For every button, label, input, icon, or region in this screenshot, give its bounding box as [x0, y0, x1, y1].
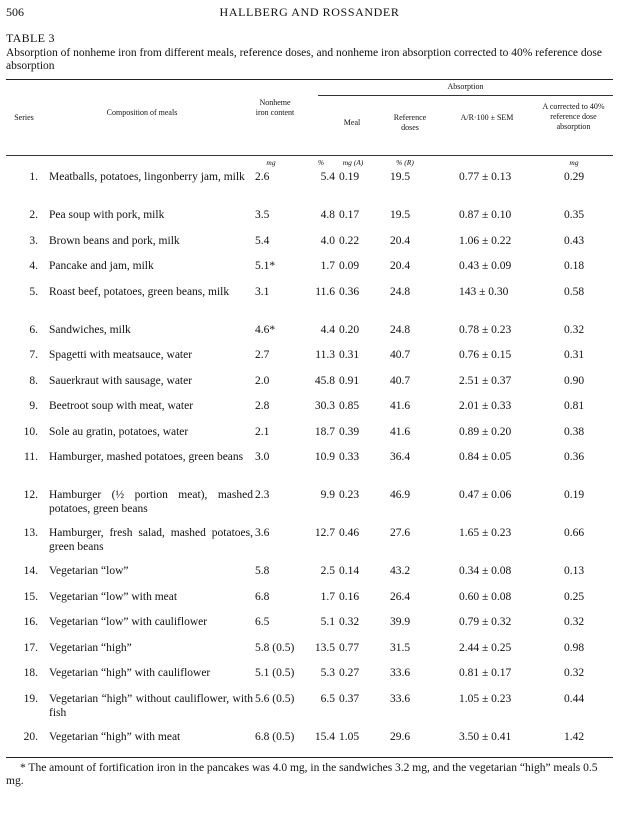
- cell-ref: 41.6: [390, 425, 411, 438]
- table-row: [6, 234, 613, 260]
- table-row: [6, 666, 613, 692]
- bottom-rule: [6, 757, 613, 758]
- absorption-rule: [318, 95, 613, 96]
- cell-meal: 0.23: [339, 489, 360, 501]
- reference-header: Reference doses: [393, 113, 427, 132]
- cell-pct: 1.7: [320, 590, 335, 603]
- cell-pct: 11.6: [315, 285, 335, 298]
- running-head: [6, 0, 613, 22]
- ratio-header: A/R·100 ± SEM: [460, 113, 514, 122]
- unit-meal: mg (A): [342, 158, 364, 167]
- cell-num: 4.: [29, 260, 38, 272]
- table-row: [6, 488, 613, 526]
- cell-sem: 2.51 ± 0.37: [459, 374, 512, 387]
- cell-pct: 2.5: [320, 565, 335, 577]
- cell-num: 11.: [24, 451, 38, 463]
- cell-pct: 6.5: [320, 692, 335, 705]
- cell-cor: 0.18: [564, 260, 585, 272]
- cell-num: 2.: [29, 209, 38, 221]
- cell-cor: 0.36: [564, 451, 585, 463]
- cell-num: 3.: [29, 234, 38, 247]
- cell-meal: 0.19: [339, 171, 360, 183]
- cell-sem: 1.05 ± 0.23: [459, 692, 512, 705]
- corrected-header: A corrected to 40% reference dose absorption: [542, 102, 605, 131]
- cell-cor: 0.19: [564, 489, 585, 501]
- cell-comp: Vegetarian “low”: [49, 565, 129, 577]
- cell-meal: 1.05: [339, 730, 360, 743]
- cell-meal: 0.33: [339, 451, 360, 463]
- cell-pct: 10.9: [314, 451, 335, 463]
- cell-sem: 0.76 ± 0.15: [459, 349, 512, 361]
- cell-num: 12.: [23, 489, 38, 501]
- cell-sem: 0.87 ± 0.10: [459, 209, 512, 221]
- cell-comp: Brown beans and pork, milk: [49, 234, 180, 247]
- cell-iron: 2.3: [255, 489, 270, 501]
- unit-ref: % (R): [396, 158, 414, 167]
- cell-cor: 0.98: [564, 641, 585, 654]
- cell-pct: 15.4: [314, 730, 335, 743]
- cell-comp: Meatballs, potatoes, lingonberry jam, milk: [49, 171, 245, 183]
- cell-ref: 26.4: [390, 590, 411, 603]
- cell-cor: 0.32: [564, 616, 585, 628]
- cell-ref: 20.4: [390, 260, 411, 272]
- cell-meal: 0.14: [339, 565, 360, 577]
- cell-ref: 41.6: [390, 400, 411, 412]
- cell-iron: 2.1: [255, 425, 270, 438]
- cell-cor: 0.29: [564, 171, 585, 183]
- cell-num: 13.: [23, 527, 38, 539]
- cell-sem: 0.77 ± 0.13: [459, 171, 512, 183]
- cell-iron: 5.8: [255, 565, 270, 577]
- cell-cor: 0.25: [564, 590, 585, 603]
- table-row: [6, 348, 613, 374]
- cell-pct: 11.3: [315, 349, 335, 361]
- cell-sem: 0.47 ± 0.06: [459, 489, 512, 501]
- cell-ref: 19.5: [390, 171, 411, 183]
- cell-meal: 0.20: [339, 323, 360, 336]
- cell-cor: 0.81: [564, 400, 585, 412]
- cell-ref: 33.6: [390, 667, 411, 679]
- cell-sem: 1.06 ± 0.22: [459, 234, 512, 247]
- cell-sem: 0.34 ± 0.08: [459, 565, 512, 577]
- cell-meal: 0.37: [339, 692, 360, 705]
- unit-corrected: mg: [569, 158, 579, 167]
- units-row: [6, 156, 613, 170]
- cell-meal: 0.32: [339, 616, 360, 628]
- cell-iron: 5.4: [255, 234, 270, 247]
- table-header: [6, 80, 613, 155]
- table-label: TABLE 3: [6, 31, 55, 45]
- table-row: [6, 208, 613, 234]
- cell-meal: 0.85: [339, 400, 360, 412]
- cell-pct: 4.8: [320, 209, 335, 221]
- cell-iron: 5.6 (0.5): [255, 692, 295, 705]
- table-row: [6, 323, 613, 349]
- cell-cor: 0.66: [564, 527, 585, 539]
- cell-sem: 1.65 ± 0.23: [459, 527, 512, 539]
- cell-meal: 0.09: [339, 260, 360, 272]
- table-row: [6, 374, 613, 400]
- cell-num: 19.: [23, 692, 38, 705]
- cell-pct: 5.4: [320, 171, 335, 183]
- cell-iron: 6.8 (0.5): [255, 730, 295, 743]
- cell-cor: 0.32: [564, 667, 585, 679]
- cell-iron: 2.0: [255, 374, 270, 387]
- table-row: [6, 170, 613, 208]
- table-row: [6, 259, 613, 285]
- cell-num: 18.: [23, 667, 38, 679]
- cell-comp: Pancake and jam, milk: [49, 260, 154, 272]
- cell-sem: 0.78 ± 0.23: [459, 323, 512, 336]
- cell-meal: 0.22: [339, 234, 360, 247]
- cell-num: 20.: [23, 730, 38, 743]
- cell-cor: 0.43: [564, 234, 585, 247]
- cell-meal: 0.46: [339, 527, 360, 539]
- absorption-group-header: [318, 80, 613, 96]
- absorption-header: Absorption: [447, 82, 484, 91]
- cell-ref: 29.6: [390, 730, 411, 743]
- cell-iron: 5.1*: [255, 260, 276, 272]
- cell-pct: 4.4: [320, 323, 335, 336]
- cell-cor: 0.38: [564, 425, 585, 438]
- table-row: [6, 730, 613, 756]
- cell-pct: 5.1: [320, 616, 335, 628]
- cell-comp: Vegetarian “high” with cauliflower: [49, 667, 211, 679]
- composition-header: Composition of meals: [106, 108, 178, 117]
- cell-meal: 0.17: [339, 209, 360, 221]
- cell-cor: 0.58: [564, 285, 585, 298]
- page-number: 506: [6, 5, 24, 19]
- table-row: [6, 564, 613, 590]
- running-head-authors: HALLBERG AND ROSSANDER: [219, 5, 400, 19]
- cell-ref: 36.4: [390, 451, 411, 463]
- cell-iron: 3.1: [255, 285, 270, 298]
- cell-comp: Hamburger (½ portion meat), mashed potatoes, green beans: [49, 489, 253, 515]
- cell-cor: 1.42: [564, 730, 585, 743]
- cell-ref: 31.5: [390, 641, 411, 654]
- cell-pct: 4.0: [320, 234, 335, 247]
- cell-num: 17.: [23, 641, 38, 654]
- table-row: [6, 450, 613, 488]
- cell-num: 10.: [23, 425, 38, 438]
- cell-comp: Roast beef, potatoes, green beans, milk: [49, 285, 230, 298]
- cell-meal: 0.27: [339, 667, 360, 679]
- cell-sem: 2.44 ± 0.25: [459, 641, 512, 654]
- nonheme-header: Nonheme iron content: [255, 98, 295, 117]
- cell-pct: 30.3: [314, 400, 335, 412]
- cell-pct: 5.3: [320, 667, 335, 679]
- cell-num: 15.: [23, 590, 38, 603]
- table-row: [6, 285, 613, 323]
- cell-comp: Vegetarian “high” without cauliflower, with fish: [49, 692, 253, 719]
- cell-ref: 27.6: [390, 527, 411, 539]
- table-row: [6, 615, 613, 641]
- cell-comp: Sandwiches, milk: [49, 323, 131, 336]
- cell-iron: 5.1 (0.5): [255, 667, 295, 679]
- cell-iron: 3.0: [255, 451, 270, 463]
- cell-iron: 3.5: [255, 209, 270, 221]
- cell-ref: 24.8: [390, 323, 411, 336]
- table-row: [6, 692, 613, 730]
- cell-num: 8.: [29, 374, 38, 387]
- cell-sem: 0.43 ± 0.09: [459, 260, 512, 272]
- cell-cor: 0.32: [564, 323, 585, 336]
- series-header: Series: [14, 113, 34, 122]
- cell-comp: Hamburger, fresh salad, mashed potatoes, green beans: [49, 527, 253, 553]
- cell-meal: 0.91: [339, 374, 360, 387]
- table-body: [6, 170, 613, 755]
- cell-iron: 3.6: [255, 527, 270, 539]
- table-row: [6, 526, 613, 564]
- cell-pct: 45.8: [314, 374, 335, 387]
- cell-cor: 0.31: [564, 349, 585, 361]
- cell-ref: 46.9: [390, 489, 411, 501]
- cell-num: 5.: [29, 285, 38, 298]
- cell-meal: 0.39: [339, 425, 360, 438]
- cell-comp: Sole au gratin, potatoes, water: [49, 425, 189, 438]
- table-row: [6, 399, 613, 425]
- cell-ref: 40.7: [390, 349, 411, 361]
- cell-comp: Vegetarian “high” with meat: [49, 730, 181, 743]
- cell-cor: 0.35: [564, 209, 585, 221]
- cell-comp: Pea soup with pork, milk: [49, 209, 165, 221]
- cell-iron: 5.8 (0.5): [255, 641, 295, 654]
- table-row: [6, 425, 613, 451]
- cell-num: 16.: [23, 616, 38, 628]
- cell-sem: 0.79 ± 0.32: [459, 616, 512, 628]
- cell-num: 14.: [23, 565, 38, 577]
- cell-sem: 0.81 ± 0.17: [459, 667, 512, 679]
- cell-sem: 0.89 ± 0.20: [459, 425, 512, 438]
- cell-iron: 6.5: [255, 616, 270, 628]
- cell-sem: 2.01 ± 0.33: [459, 400, 512, 412]
- meal-header: Meal: [343, 118, 361, 127]
- unit-pct: %: [317, 158, 325, 167]
- cell-iron: 2.7: [255, 349, 270, 361]
- cell-pct: 12.7: [314, 527, 335, 539]
- cell-sem: 143 ± 0.30: [459, 285, 509, 298]
- cell-iron: 6.8: [255, 590, 270, 603]
- cell-sem: 0.60 ± 0.08: [459, 590, 512, 603]
- cell-meal: 0.16: [339, 590, 360, 603]
- cell-comp: Sauerkraut with sausage, water: [49, 374, 193, 387]
- cell-meal: 0.31: [339, 349, 360, 361]
- cell-num: 6.: [29, 323, 38, 336]
- cell-ref: 20.4: [390, 234, 411, 247]
- cell-pct: 1.7: [320, 260, 335, 272]
- cell-sem: 3.50 ± 0.41: [459, 730, 512, 743]
- table-row: [6, 641, 613, 667]
- cell-meal: 0.36: [339, 285, 360, 298]
- cell-pct: 18.7: [314, 425, 335, 438]
- table-row: [6, 590, 613, 616]
- cell-pct: 13.5: [314, 641, 335, 654]
- cell-ref: 39.9: [390, 616, 411, 628]
- cell-cor: 0.13: [564, 565, 585, 577]
- cell-cor: 0.90: [564, 374, 585, 387]
- cell-iron: 2.6: [255, 171, 270, 183]
- cell-comp: Hamburger, mashed potatoes, green beans: [49, 451, 244, 463]
- cell-num: 7.: [29, 349, 38, 361]
- cell-comp: Vegetarian “low” with meat: [49, 590, 178, 603]
- cell-comp: Vegetarian “low” with cauliflower: [49, 616, 208, 628]
- cell-num: 1.: [29, 171, 38, 183]
- cell-iron: 4.6*: [255, 323, 276, 336]
- cell-ref: 40.7: [390, 374, 411, 387]
- cell-pct: 9.9: [320, 489, 335, 501]
- cell-meal: 0.77: [339, 641, 360, 654]
- cell-ref: 19.5: [390, 209, 411, 221]
- cell-cor: 0.44: [564, 692, 585, 705]
- page: [6, 0, 613, 822]
- unit-nonheme: mg: [266, 158, 276, 167]
- cell-comp: Vegetarian “high”: [49, 641, 132, 654]
- table-caption: Absorption of nonheme iron from different meals, reference doses, and nonheme iron absorption corrected to 40% reference dose absorption: [6, 47, 602, 72]
- cell-num: 9.: [29, 400, 38, 412]
- cell-ref: 33.6: [390, 692, 411, 705]
- cell-iron: 2.8: [255, 400, 270, 412]
- cell-comp: Spagetti with meatsauce, water: [49, 349, 193, 361]
- table-footnote: * The amount of fortification iron in the pancakes was 4.0 mg, in the sandwiches 3.2 mg, and the vegetarian “high” meals 0.5 mg.: [6, 762, 598, 787]
- cell-ref: 24.8: [390, 285, 411, 298]
- cell-comp: Beetroot soup with meat, water: [49, 400, 194, 412]
- cell-ref: 43.2: [390, 565, 411, 577]
- cell-sem: 0.84 ± 0.05: [459, 451, 512, 463]
